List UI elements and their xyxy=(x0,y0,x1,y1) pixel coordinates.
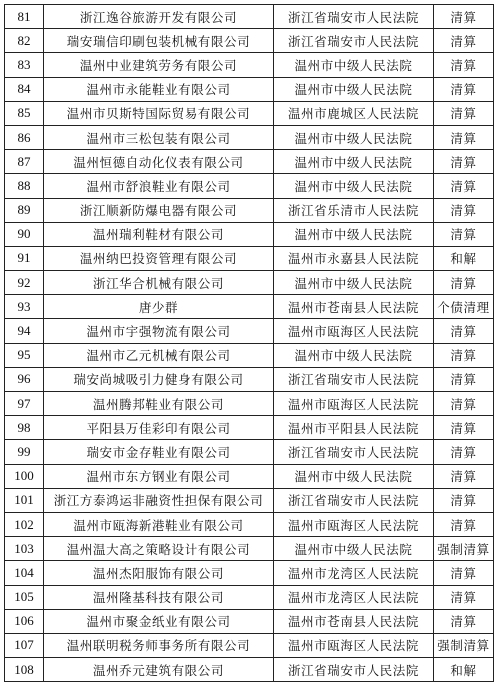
row-number: 91 xyxy=(5,246,44,270)
court-name: 温州市苍南县人民法院 xyxy=(274,609,434,633)
case-type: 清算 xyxy=(434,561,494,585)
case-type: 清算 xyxy=(434,319,494,343)
court-name: 温州市中级人民法院 xyxy=(274,125,434,149)
table-row xyxy=(5,343,494,367)
party-name: 温州杰阳服饰有限公司 xyxy=(44,561,274,585)
case-type: 清算 xyxy=(434,392,494,416)
table-row xyxy=(5,150,494,174)
table-row xyxy=(5,77,494,101)
party-name: 浙江顺新防爆电器有限公司 xyxy=(44,198,274,222)
party-name: 温州市东方钢业有限公司 xyxy=(44,464,274,488)
table-row xyxy=(5,198,494,222)
party-name: 浙江逸谷旅游开发有限公司 xyxy=(44,5,274,29)
table-row xyxy=(5,585,494,609)
table-row xyxy=(5,392,494,416)
court-name: 浙江省瑞安市人民法院 xyxy=(274,367,434,391)
case-type: 清算 xyxy=(434,101,494,125)
case-type: 清算 xyxy=(434,609,494,633)
row-number: 89 xyxy=(5,198,44,222)
party-name: 温州市瓯海新港鞋业有限公司 xyxy=(44,512,274,536)
party-name: 温州腾邦鞋业有限公司 xyxy=(44,392,274,416)
court-name: 温州市瓯海区人民法院 xyxy=(274,512,434,536)
table-row xyxy=(5,101,494,125)
table-row xyxy=(5,537,494,561)
case-type: 清算 xyxy=(434,125,494,149)
case-type: 清算 xyxy=(434,464,494,488)
row-number: 104 xyxy=(5,561,44,585)
row-number: 86 xyxy=(5,125,44,149)
bankruptcy-case-table xyxy=(4,4,494,682)
court-name: 浙江省瑞安市人民法院 xyxy=(274,658,434,682)
court-name: 温州市中级人民法院 xyxy=(274,174,434,198)
table-row xyxy=(5,125,494,149)
case-type: 清算 xyxy=(434,222,494,246)
party-name: 温州瑞利鞋材有限公司 xyxy=(44,222,274,246)
court-name: 温州市瓯海区人民法院 xyxy=(274,319,434,343)
table-row xyxy=(5,440,494,464)
row-number: 88 xyxy=(5,174,44,198)
party-name: 温州温大高之策略设计有限公司 xyxy=(44,537,274,561)
case-type: 清算 xyxy=(434,416,494,440)
court-name: 温州市平阳县人民法院 xyxy=(274,416,434,440)
court-name: 温州市中级人民法院 xyxy=(274,150,434,174)
row-number: 97 xyxy=(5,392,44,416)
row-number: 95 xyxy=(5,343,44,367)
case-type: 清算 xyxy=(434,174,494,198)
table-row xyxy=(5,561,494,585)
party-name: 温州市宇强物流有限公司 xyxy=(44,319,274,343)
row-number: 96 xyxy=(5,367,44,391)
row-number: 90 xyxy=(5,222,44,246)
table-row xyxy=(5,633,494,657)
case-type: 清算 xyxy=(434,488,494,512)
table-row xyxy=(5,222,494,246)
case-type: 清算 xyxy=(434,271,494,295)
party-name: 温州市贝斯特国际贸易有限公司 xyxy=(44,101,274,125)
party-name: 瑞安尚城吸引力健身有限公司 xyxy=(44,367,274,391)
case-type: 强制清算 xyxy=(434,633,494,657)
court-name: 浙江省乐清市人民法院 xyxy=(274,198,434,222)
table-row xyxy=(5,29,494,53)
court-name: 温州市中级人民法院 xyxy=(274,271,434,295)
row-number: 108 xyxy=(5,658,44,682)
party-name: 瑞安瑞信印刷包装机械有限公司 xyxy=(44,29,274,53)
case-type: 清算 xyxy=(434,5,494,29)
party-name: 温州市乙元机械有限公司 xyxy=(44,343,274,367)
row-number: 103 xyxy=(5,537,44,561)
party-name: 温州市舒浪鞋业有限公司 xyxy=(44,174,274,198)
table-row xyxy=(5,488,494,512)
case-type: 清算 xyxy=(434,53,494,77)
party-name: 瑞安市金存鞋业有限公司 xyxy=(44,440,274,464)
row-number: 85 xyxy=(5,101,44,125)
party-name: 温州纳巴投资管理有限公司 xyxy=(44,246,274,270)
party-name: 温州联明税务师事务所有限公司 xyxy=(44,633,274,657)
row-number: 94 xyxy=(5,319,44,343)
party-name: 温州恒德自动化仪表有限公司 xyxy=(44,150,274,174)
party-name: 温州市聚金纸业有限公司 xyxy=(44,609,274,633)
court-name: 浙江省瑞安市人民法院 xyxy=(274,440,434,464)
case-type: 和解 xyxy=(434,658,494,682)
court-name: 温州市中级人民法院 xyxy=(274,343,434,367)
case-type: 和解 xyxy=(434,246,494,270)
table-row xyxy=(5,174,494,198)
row-number: 81 xyxy=(5,5,44,29)
table-row xyxy=(5,53,494,77)
row-number: 105 xyxy=(5,585,44,609)
case-type: 清算 xyxy=(434,440,494,464)
court-name: 温州市瓯海区人民法院 xyxy=(274,392,434,416)
row-number: 107 xyxy=(5,633,44,657)
court-name: 温州市苍南县人民法院 xyxy=(274,295,434,319)
table-row xyxy=(5,319,494,343)
case-type: 清算 xyxy=(434,29,494,53)
row-number: 101 xyxy=(5,488,44,512)
case-type: 个债清理 xyxy=(434,295,494,319)
court-name: 温州市瓯海区人民法院 xyxy=(274,633,434,657)
row-number: 102 xyxy=(5,512,44,536)
court-name: 浙江省瑞安市人民法院 xyxy=(274,488,434,512)
case-type: 清算 xyxy=(434,77,494,101)
party-name: 唐少群 xyxy=(44,295,274,319)
case-type: 清算 xyxy=(434,198,494,222)
party-name: 温州市永能鞋业有限公司 xyxy=(44,77,274,101)
case-type: 清算 xyxy=(434,343,494,367)
court-name: 温州市永嘉县人民法院 xyxy=(274,246,434,270)
row-number: 106 xyxy=(5,609,44,633)
case-table-body xyxy=(5,5,494,682)
row-number: 100 xyxy=(5,464,44,488)
row-number: 92 xyxy=(5,271,44,295)
party-name: 温州中业建筑劳务有限公司 xyxy=(44,53,274,77)
court-name: 温州市中级人民法院 xyxy=(274,53,434,77)
party-name: 浙江华合机械有限公司 xyxy=(44,271,274,295)
table-row xyxy=(5,367,494,391)
party-name: 浙江方泰鸿运非融资性担保有限公司 xyxy=(44,488,274,512)
court-name: 温州市中级人民法院 xyxy=(274,222,434,246)
row-number: 99 xyxy=(5,440,44,464)
table-row xyxy=(5,512,494,536)
court-name: 温州市中级人民法院 xyxy=(274,537,434,561)
court-name: 浙江省瑞安市人民法院 xyxy=(274,29,434,53)
party-name: 温州市三松包装有限公司 xyxy=(44,125,274,149)
case-type: 清算 xyxy=(434,585,494,609)
table-row xyxy=(5,658,494,682)
case-type: 清算 xyxy=(434,512,494,536)
table-row xyxy=(5,271,494,295)
case-type: 强制清算 xyxy=(434,537,494,561)
table-row xyxy=(5,5,494,29)
row-number: 93 xyxy=(5,295,44,319)
table-row xyxy=(5,416,494,440)
row-number: 87 xyxy=(5,150,44,174)
court-name: 温州市中级人民法院 xyxy=(274,464,434,488)
row-number: 84 xyxy=(5,77,44,101)
court-name: 温州市鹿城区人民法院 xyxy=(274,101,434,125)
table-row xyxy=(5,609,494,633)
table-row xyxy=(5,464,494,488)
case-type: 清算 xyxy=(434,367,494,391)
court-name: 温州市龙湾区人民法院 xyxy=(274,561,434,585)
court-name: 温州市龙湾区人民法院 xyxy=(274,585,434,609)
case-type: 清算 xyxy=(434,150,494,174)
party-name: 温州隆基科技有限公司 xyxy=(44,585,274,609)
party-name: 温州乔元建筑有限公司 xyxy=(44,658,274,682)
table-row xyxy=(5,295,494,319)
table-row xyxy=(5,246,494,270)
court-name: 温州市中级人民法院 xyxy=(274,77,434,101)
row-number: 98 xyxy=(5,416,44,440)
party-name: 平阳县万佳彩印有限公司 xyxy=(44,416,274,440)
row-number: 82 xyxy=(5,29,44,53)
court-name: 浙江省瑞安市人民法院 xyxy=(274,5,434,29)
row-number: 83 xyxy=(5,53,44,77)
